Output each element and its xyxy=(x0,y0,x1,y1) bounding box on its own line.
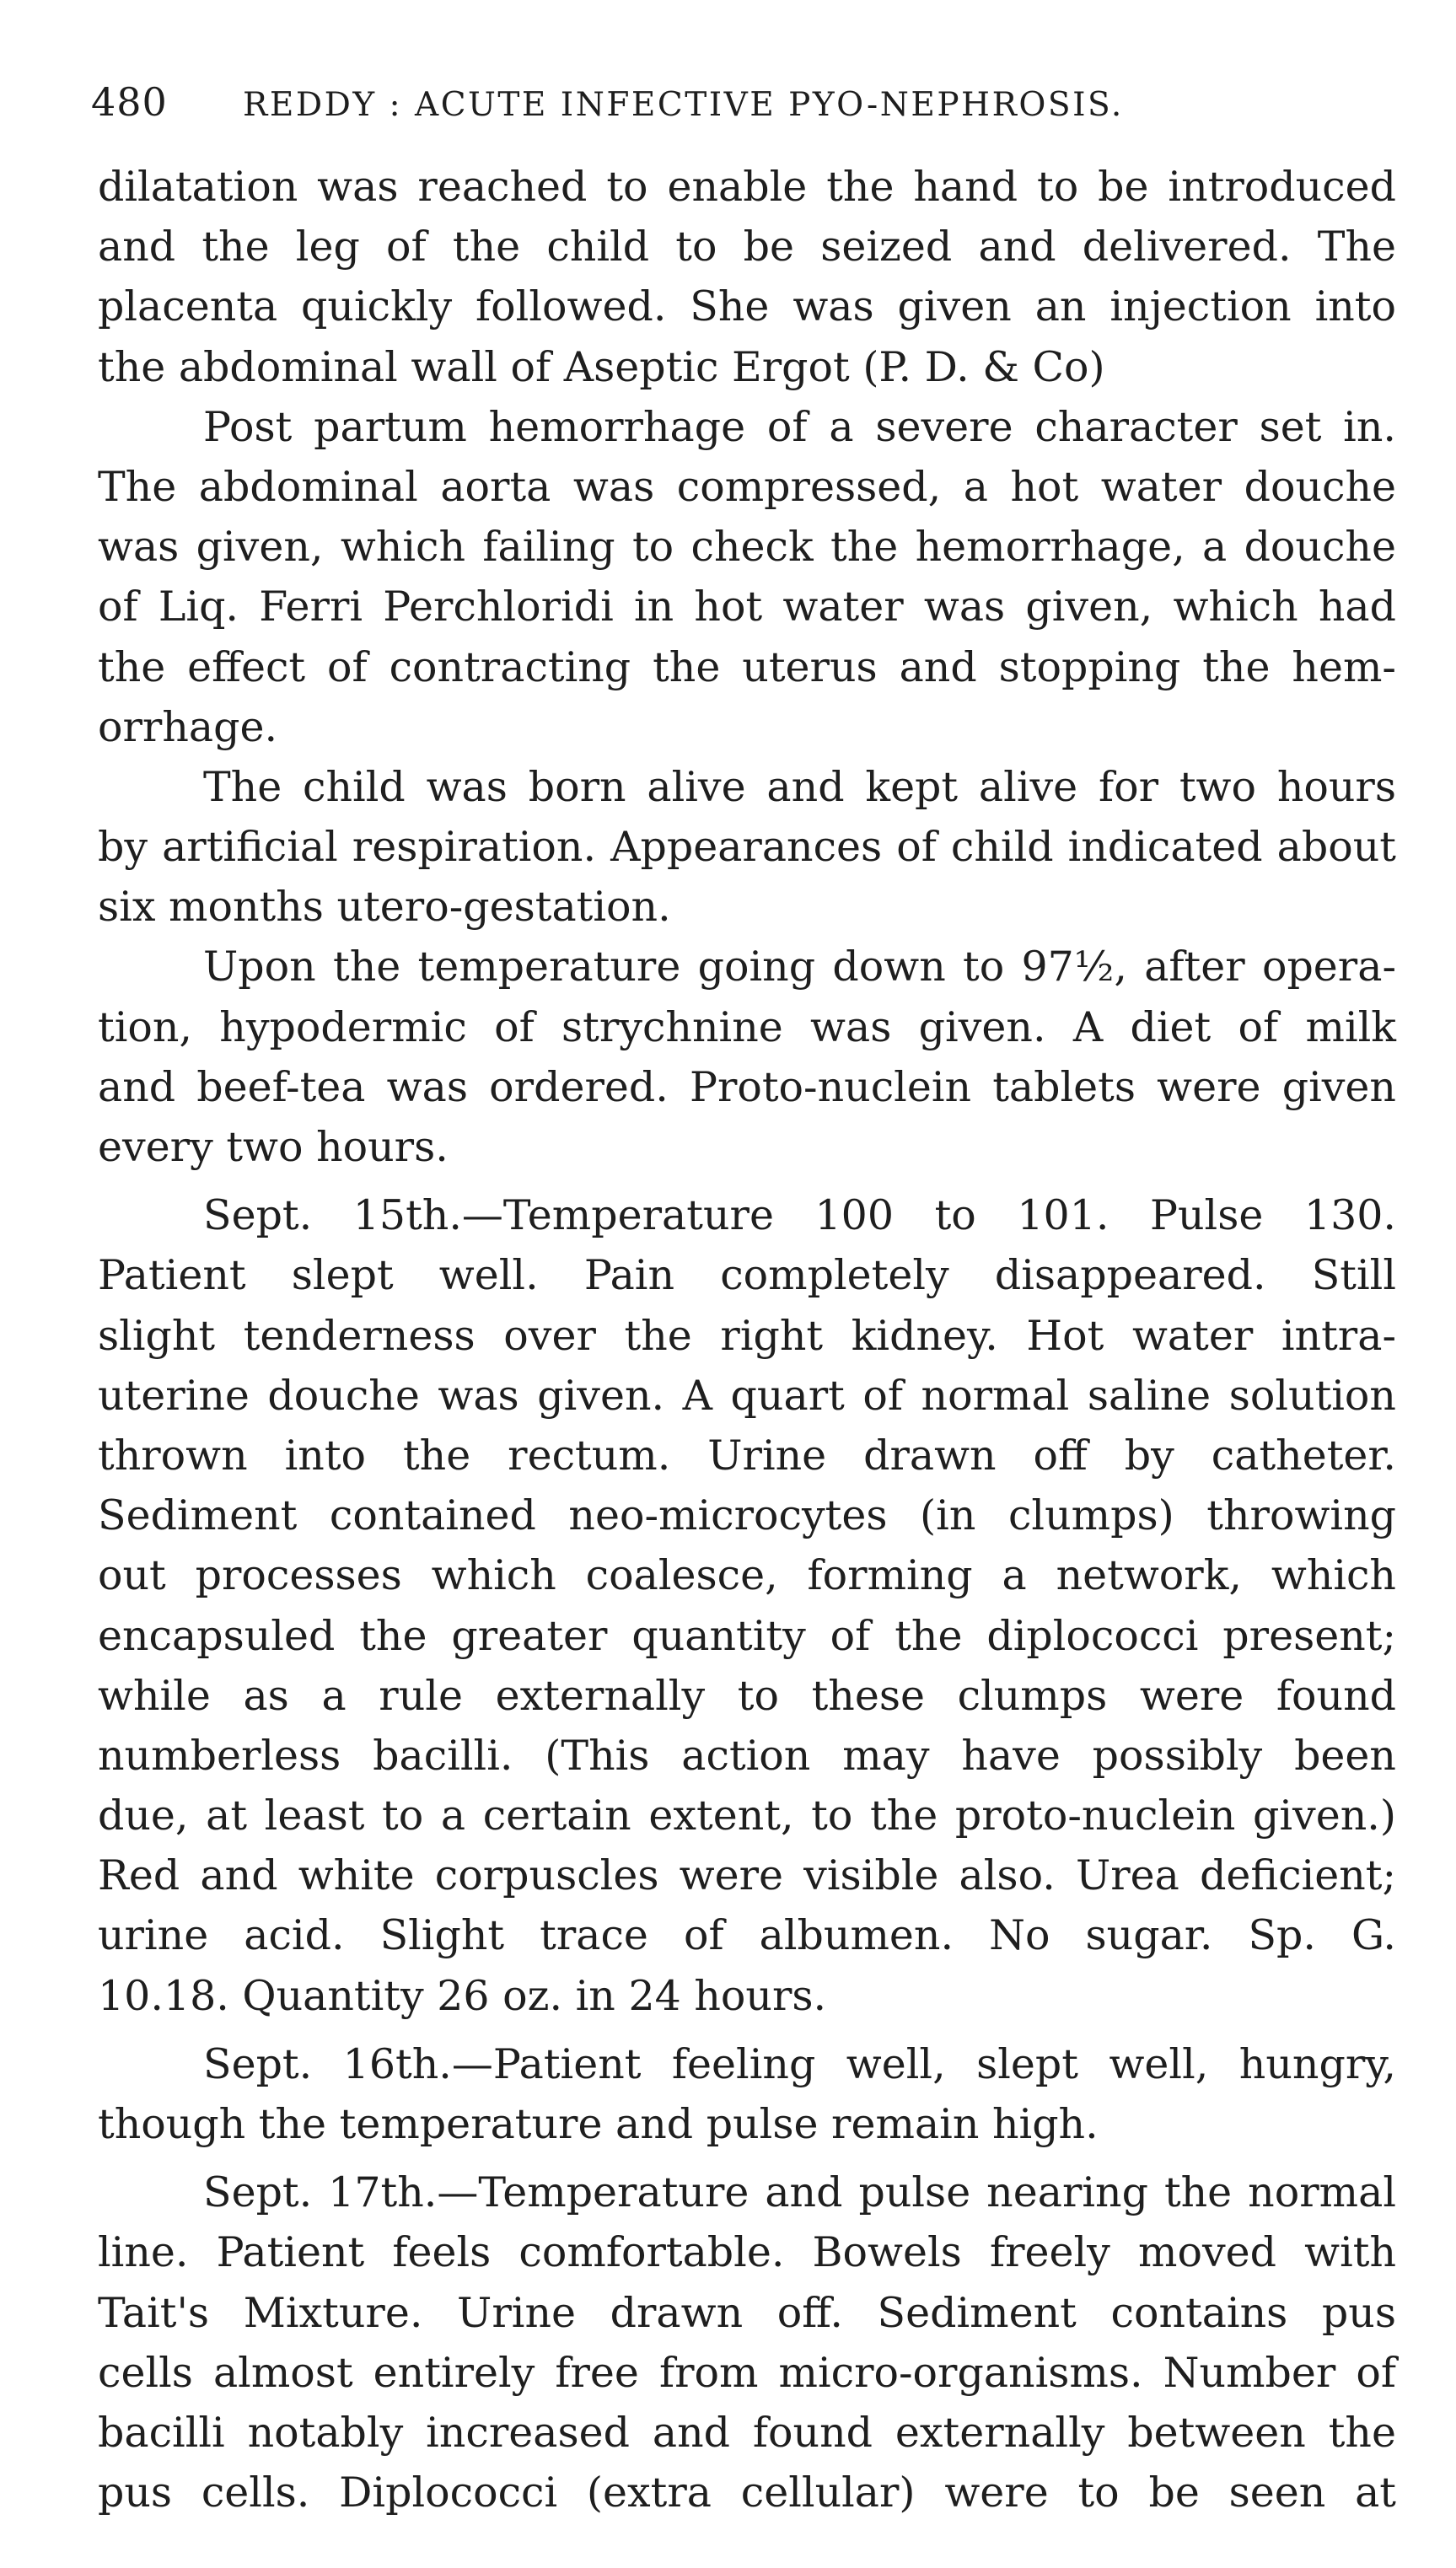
text-line: Sept. 17th.—Temperature and pulse nearing the normal xyxy=(203,2168,1396,2217)
paragraph-gap xyxy=(98,2026,1396,2034)
paragraph-gap xyxy=(98,1177,1396,1185)
text-line: cells almost entirely free from micro-organisms. Number of xyxy=(98,2348,1396,2397)
text-line: and beef-tea was ordered. Proto-nuclein tablets were given xyxy=(98,1062,1396,1111)
text-line: pus cells. Diplococci (extra cellular) were to be seen at xyxy=(98,2469,1396,2517)
text-line: was given, which failing to check the hemorrhage, a douche xyxy=(98,523,1396,572)
page-number: 480 xyxy=(91,79,168,125)
text-line: uterine douche was given. A quart of normal saline solution xyxy=(98,1371,1396,1420)
paragraph-gap xyxy=(98,2154,1396,2162)
body-text xyxy=(98,157,1396,2522)
running-header xyxy=(91,73,1406,132)
text-line: Post partum hemorrhage of a severe character set in. xyxy=(203,402,1396,451)
text-line: due, at least to a certain extent, to the proto-nuclein given.) xyxy=(98,1792,1396,1840)
text-line: out processes which coalesce, forming a network, which xyxy=(98,1551,1396,1600)
running-title: REDDY : ACUTE INFECTIVE PYO-NEPHROSIS. xyxy=(243,86,1124,124)
text-line: Sediment contained neo-microcytes (in clumps) throwing xyxy=(98,1491,1396,1540)
text-line: tion, hypodermic of strychnine was given. A diet of milk xyxy=(98,1002,1396,1051)
text-line: slight tenderness over the right kidney. Hot water intra- xyxy=(98,1311,1396,1360)
text-line: bacilli notably increased and found externally between the xyxy=(98,2408,1396,2457)
text-line: the effect of contracting the uterus and stopping the hem- xyxy=(98,642,1396,691)
text-line: Sept. 15th.—Temperature 100 to 101. Pulse 130. xyxy=(203,1191,1396,1240)
text-line: every two hours. xyxy=(98,1123,449,1171)
text-line: orrhage. xyxy=(98,702,278,751)
text-line: dilatation was reached to enable the hand to be introduced xyxy=(98,163,1396,211)
text-line: Tait's Mixture. Urine drawn off. Sediment contains pus xyxy=(98,2288,1396,2337)
text-line: the abdominal wall of Aseptic Ergot (P. D. & Co) xyxy=(98,342,1105,391)
text-line: The child was born alive and kept alive for two hours xyxy=(203,762,1396,811)
text-line: Patient slept well. Pain completely disappeared. Still xyxy=(98,1251,1396,1300)
text-line: and the leg of the child to be seized and delivered. The xyxy=(98,223,1396,271)
text-line: Red and white corpuscles were visible also. Urea deficient; xyxy=(98,1851,1396,1900)
text-line: Sept. 16th.—Patient feeling well, slept well, hungry, xyxy=(203,2039,1396,2088)
text-line: of Liq. Ferri Perchloridi in hot water was given, which had xyxy=(98,583,1396,631)
text-line: encapsuled the greater quantity of the diplococci present; xyxy=(98,1611,1396,1660)
text-line: Upon the temperature going down to 97½, after opera- xyxy=(203,943,1396,991)
text-line: six months utero-gestation. xyxy=(98,883,671,932)
text-line: line. Patient feels comfortable. Bowels freely moved with xyxy=(98,2228,1396,2277)
text-line: The abdominal aorta was compressed, a hot water douche xyxy=(98,462,1396,511)
text-line: numberless bacilli. (This action may have possibly been xyxy=(98,1731,1396,1780)
text-line: by artificial respiration. Appearances of child indicated about xyxy=(98,823,1396,872)
text-line: thrown into the rectum. Urine drawn off by catheter. xyxy=(98,1431,1396,1480)
text-line: urine acid. Slight trace of albumen. No sugar. Sp. G. xyxy=(98,1911,1396,1960)
text-line: placenta quickly followed. She was given an injection into xyxy=(98,282,1396,331)
text-line: though the temperature and pulse remain high. xyxy=(98,2100,1099,2148)
text-line: 10.18. Quantity 26 oz. in 24 hours. xyxy=(98,1971,827,2020)
text-line: while as a rule externally to these clumps were found xyxy=(98,1671,1396,1720)
